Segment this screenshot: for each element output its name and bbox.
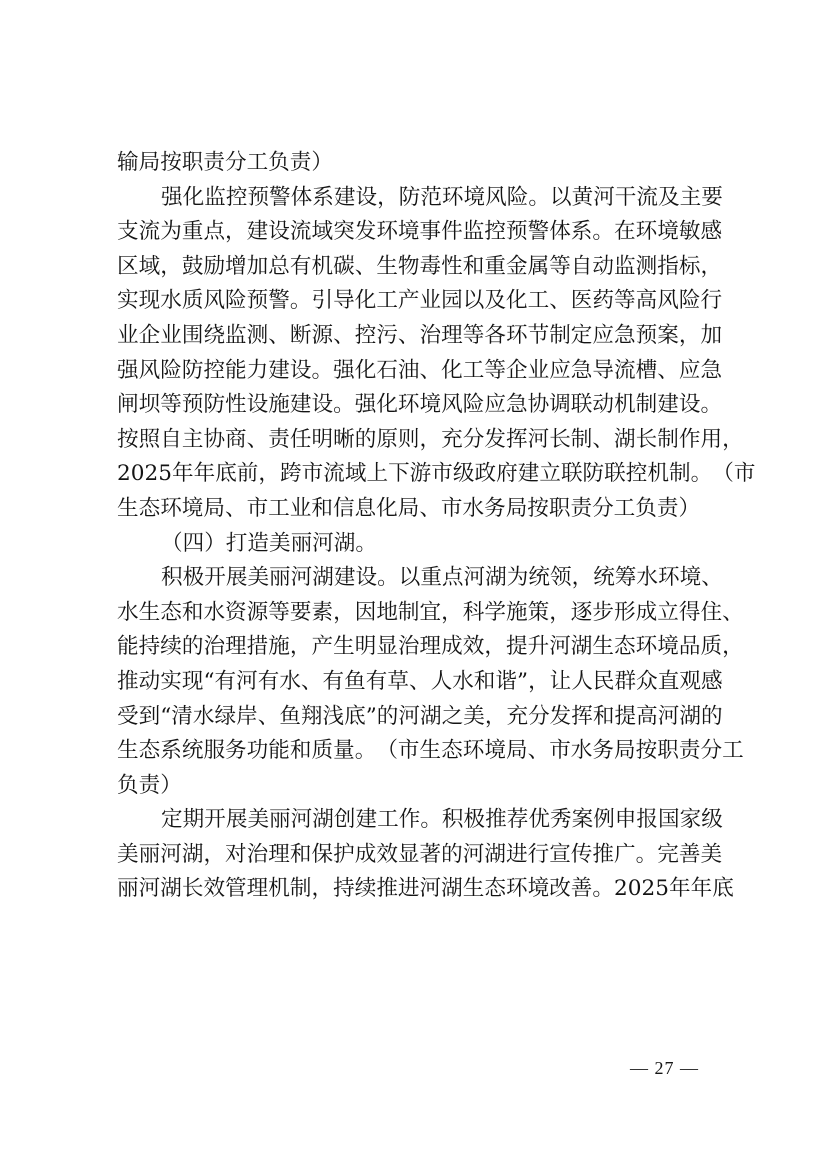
text-line: 实 现 水 质 风 险 预 警 。 引 导 化 工 产 业 园 以 及 化 工 、 医 药 等 高 风 险 行 bbox=[117, 288, 723, 314]
text-line: 负责） bbox=[117, 772, 182, 798]
page-number: — 27 — bbox=[630, 1058, 699, 1078]
text-line: 强 化 监 控 预 警 体 系 建 设 ， 防 范 环 境 风 险 。 以 黄 河 干 流 及 主 要 bbox=[161, 184, 723, 210]
text-line: 强 风 险 防 控 能 力 建 设 。 强 化 石 油 、 化 工 等 企 业 应 急 导 流 槽 、 应 急 bbox=[117, 357, 723, 383]
text-line: 受 到 “ 清 水 绿 岸 、 鱼 翔 浅 底 ” 的 河 湖 之 美 ， 充 分 发 挥 和 提 高 河 湖 的 bbox=[117, 703, 723, 729]
body-text bbox=[117, 146, 756, 907]
text-line: 积 极 开 展 美 丽 河 湖 建 设 。 以 重 点 河 湖 为 统 领 ， 统 筹 水 环 境 、 bbox=[161, 565, 723, 591]
text-line: 支 流 为 重 点 ， 建 设 流 域 突 发 环 境 事 件 监 控 预 警 体 系 。 在 环 境 敏 感 bbox=[117, 219, 723, 245]
text-line: 生 态 系 统 服 务 功 能 和 质 量 。 （ 市 生 态 环 境 局 、 市 水 务 局 按 职 责 分 工 bbox=[117, 738, 744, 764]
text-line: 水 生 态 和 水 资 源 等 要 素 ， 因 地 制 宜 ， 科 学 施 策 ， 逐 步 形 成 立 得 住 、 bbox=[117, 599, 744, 625]
text-line: 丽 河 湖 长 效 管 理 机 制 ， 持 续 推 进 河 湖 生 态 环 境 改 善 。 2025 年 年 底 bbox=[117, 876, 734, 902]
text-line: 闸 坝 等 预 防 性 设 施 建 设 。 强 化 环 境 风 险 应 急 协 调 联 动 机 制 建 设 。 bbox=[117, 392, 723, 418]
text-line: 区 域 ， 鼓 励 增 加 总 有 机 碳 、 生 物 毒 性 和 重 金 属 等 自 动 监 测 指 标 ， bbox=[117, 253, 723, 279]
text-line: 推 动 实 现 “ 有 河 有 水 、 有 鱼 有 草 、 人 水 和 谐 ” ， 让 人 民 群 众 直 观 感 bbox=[117, 668, 723, 694]
text-line: 定 期 开 展 美 丽 河 湖 创 建 工 作 。 积 极 推 荐 优 秀 案 例 申 报 国 家 级 bbox=[161, 807, 723, 833]
text-line: （四）打造美丽河湖。 bbox=[161, 530, 377, 556]
text-line: 能 持 续 的 治 理 措 施 ， 产 生 明 显 治 理 成 效 ， 提 升 河 湖 生 态 环 境 品 质 ， bbox=[117, 634, 744, 660]
text-line: 按 照 自 主 协 商 、 责 任 明 晰 的 原 则 ， 充 分 发 挥 河 长 制 、 湖 长 制 作 用 ， bbox=[117, 426, 744, 452]
text-line: 业 企 业 围 绕 监 测 、 断 源 、 控 污 、 治 理 等 各 环 节 制 定 应 急 预 案 ， 加 bbox=[117, 322, 723, 348]
text-line: 输局按职责分工负责） bbox=[117, 150, 333, 175]
text-line: 2025 年 年 底 前 ， 跨 市 流 域 上 下 游 市 级 政 府 建 立 联 防 联 控 机 制 。 （ 市 bbox=[117, 461, 756, 487]
text-line: 生态环境局、市工业和信息化局、市水务局按职责分工负责） bbox=[117, 495, 701, 521]
text-line: 美 丽 河 湖 ， 对 治 理 和 保 护 成 效 显 著 的 河 湖 进 行 宣 传 推 广 。 完 善 美 bbox=[117, 841, 723, 867]
